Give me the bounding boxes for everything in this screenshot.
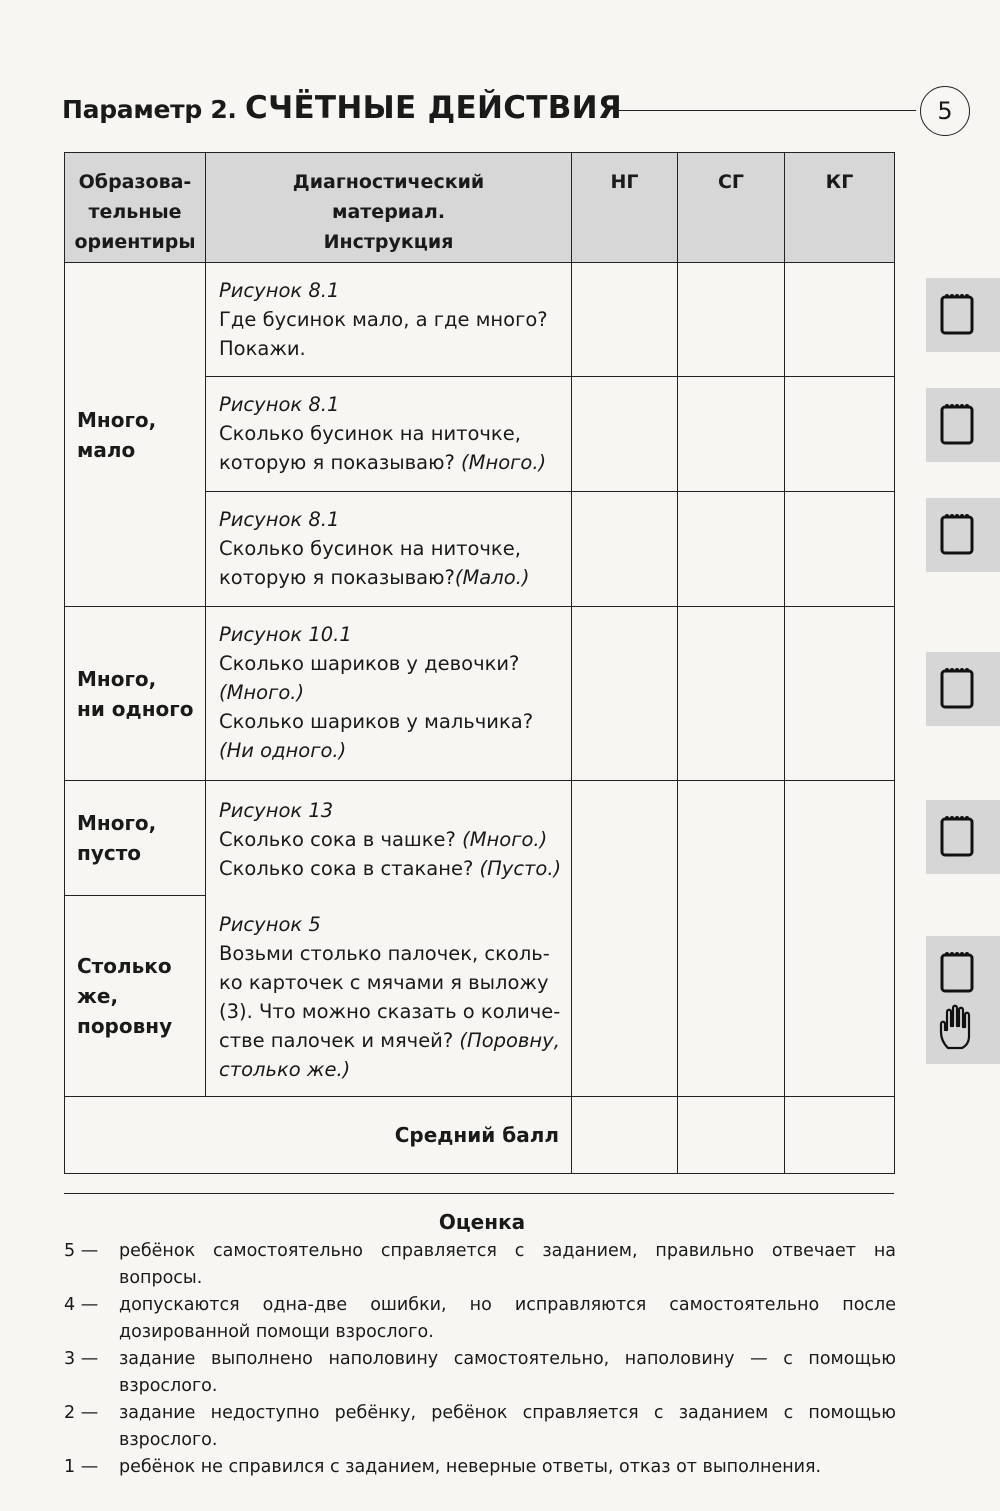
- side-tab[interactable]: [926, 800, 1000, 874]
- score-cell-kg[interactable]: [785, 263, 895, 377]
- group-label: Много, мало: [65, 263, 206, 607]
- section-divider: [64, 1193, 894, 1194]
- score-label: 5 —: [64, 1241, 99, 1261]
- expected-answer: (Поровну, столько же.): [219, 1029, 560, 1081]
- group-label: Много, ни одного: [65, 607, 206, 781]
- score-cell-sg[interactable]: [678, 377, 785, 492]
- page-header: [62, 84, 974, 136]
- figure-ref: Рисунок 13: [219, 799, 334, 822]
- page-title: [62, 90, 622, 126]
- score-cell-kg[interactable]: [785, 377, 895, 492]
- diagnostic-table: [64, 152, 895, 1174]
- title-rule: [616, 110, 916, 111]
- notepad-icon: [938, 510, 978, 560]
- header-ng: НГ: [572, 153, 678, 263]
- title-main: СЧЁТНЫЕ ДЕЙСТВИЯ: [245, 90, 623, 126]
- score-cell-kg[interactable]: [785, 607, 895, 781]
- score-cell-ng[interactable]: [572, 492, 678, 607]
- header-sg: СГ: [678, 153, 785, 263]
- instruction-cell: [206, 263, 572, 377]
- evaluation-item: [64, 1454, 896, 1481]
- expected-answer: (Ни одного.): [219, 739, 347, 762]
- table-row: [65, 263, 895, 377]
- header-material: Диагностический материал. Инструкция: [206, 153, 572, 263]
- score-description: ребёнок самостоятельно справляется с заданием, правильно отвечает на вопросы.: [119, 1241, 896, 1288]
- notepad-icon: [938, 400, 978, 450]
- score-cell-ng[interactable]: [572, 781, 678, 1097]
- side-tab[interactable]: [926, 278, 1000, 352]
- instruction-text: Где бусинок мало, а где много? Покажи.: [219, 308, 548, 360]
- score-description: задание выполнено наполовину самостоятельно, наполовину — с помощью взрослого.: [119, 1349, 896, 1396]
- figure-ref: Рисунок 10.1: [219, 623, 352, 646]
- instruction-cell: [206, 607, 572, 781]
- instruction-text: Сколько бусинок на ниточке, которую я показываю?: [219, 537, 521, 589]
- figure-ref: Рисунок 8.1: [219, 508, 340, 531]
- score-cell-sg[interactable]: [678, 607, 785, 781]
- instruction-text: Сколько сока в чашке?: [219, 828, 463, 851]
- score-cell-sg[interactable]: [678, 492, 785, 607]
- score-description: задание недоступно ребёнку, ребёнок справляется с заданием с помощью взрослого.: [119, 1403, 896, 1450]
- score-cell-kg[interactable]: [785, 492, 895, 607]
- instruction-text: Сколько шариков у мальчика?: [219, 710, 534, 733]
- side-tab[interactable]: [926, 652, 1000, 726]
- score-label: 2 —: [64, 1403, 99, 1423]
- expected-answer: (Мало.): [454, 566, 530, 589]
- instruction-cell: [206, 377, 572, 492]
- instruction-text: Сколько бусинок на ниточке, которую я показываю?: [219, 422, 521, 474]
- group-label: Много, пусто: [65, 781, 206, 896]
- evaluation-title: Оценка: [438, 1210, 526, 1234]
- average-cell-ng[interactable]: [572, 1097, 678, 1174]
- notepad-icon: [938, 290, 978, 340]
- table-row: [65, 781, 895, 896]
- hand-icon: [938, 1004, 980, 1052]
- figure-ref: Рисунок 5: [219, 913, 321, 936]
- instruction-cell: [206, 492, 572, 607]
- side-tab[interactable]: [926, 936, 1000, 1064]
- score-label: 1 —: [64, 1457, 99, 1477]
- title-prefix: Параметр 2.: [62, 95, 237, 124]
- expected-answer: (Много.): [219, 681, 305, 704]
- instruction-text: Сколько сока в стакане?: [219, 857, 480, 880]
- score-description: ребёнок не справился с заданием, неверные ответы, отказ от выполнения.: [119, 1457, 822, 1477]
- table-header-row: [65, 153, 895, 263]
- notepad-icon: [938, 664, 978, 714]
- evaluation-item: [64, 1400, 896, 1454]
- side-tab[interactable]: [926, 388, 1000, 462]
- header-kg: КГ: [785, 153, 895, 263]
- score-label: 4 —: [64, 1295, 99, 1315]
- page-number: 5: [920, 86, 970, 136]
- notepad-icon: [938, 812, 978, 862]
- expected-answer: (Много.): [462, 828, 548, 851]
- instruction-text: Сколько шариков у девочки?: [219, 652, 520, 675]
- expected-answer: (Много.): [461, 451, 547, 474]
- notepad-icon: [938, 948, 978, 998]
- expected-answer: (Пусто.): [479, 857, 562, 880]
- score-description: допускаются одна-две ошибки, но исправляются самостоятельно после дозированной помощи взрослого.: [119, 1295, 896, 1342]
- score-cell-sg[interactable]: [678, 781, 785, 1097]
- group-label: Столько же, поровну: [65, 896, 206, 1097]
- evaluation-item: [64, 1346, 896, 1400]
- evaluation-item: [64, 1292, 896, 1346]
- figure-ref: Рисунок 8.1: [219, 393, 340, 416]
- instruction-cell: [206, 781, 572, 1097]
- average-cell-sg[interactable]: [678, 1097, 785, 1174]
- score-cell-ng[interactable]: [572, 263, 678, 377]
- score-cell-sg[interactable]: [678, 263, 785, 377]
- score-cell-kg[interactable]: [785, 781, 895, 1097]
- header-orientir: Образова- тельные ориентиры: [65, 153, 206, 263]
- score-label: 3 —: [64, 1349, 99, 1369]
- table-row: [65, 607, 895, 781]
- evaluation-item: [64, 1238, 896, 1292]
- instruction-text: Возьми столько палочек, сколь- ко карточек с мячами я выложу (3). Что можно сказать о количе- стве палочек и мячей?: [219, 942, 561, 1052]
- evaluation-list: [64, 1238, 896, 1481]
- average-label: Средний балл: [65, 1097, 572, 1174]
- side-tab[interactable]: [926, 498, 1000, 572]
- average-cell-kg[interactable]: [785, 1097, 895, 1174]
- figure-ref: Рисунок 8.1: [219, 279, 340, 302]
- average-row: [65, 1097, 895, 1174]
- score-cell-ng[interactable]: [572, 607, 678, 781]
- score-cell-ng[interactable]: [572, 377, 678, 492]
